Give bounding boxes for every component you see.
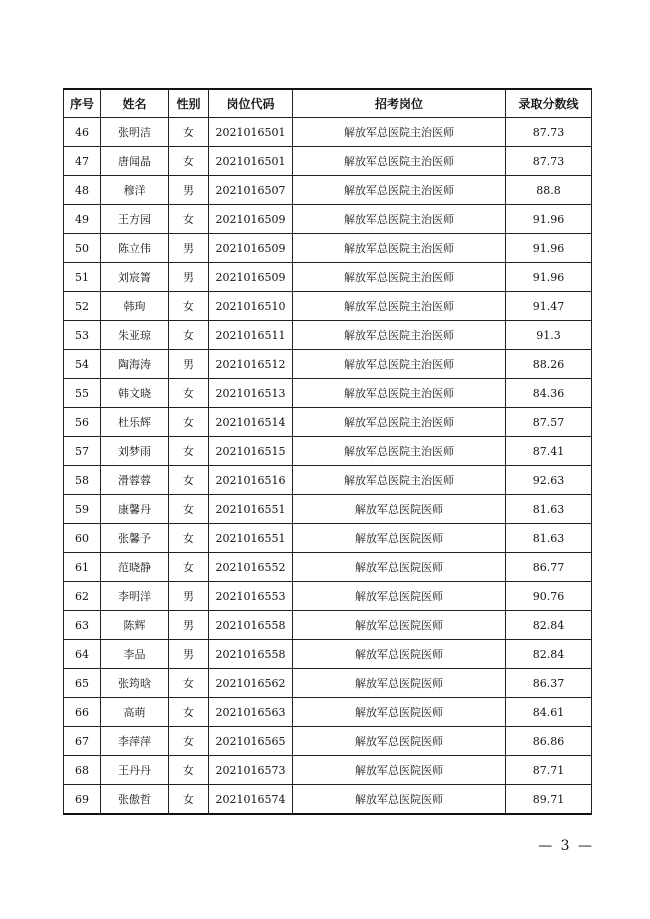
- cell-score: 82.84: [506, 640, 592, 669]
- cell-gender: 女: [169, 698, 209, 727]
- cell-name: 张傲哲: [101, 785, 169, 815]
- admission-table: [63, 88, 592, 815]
- header-score: 录取分数线: [506, 89, 592, 118]
- cell-name: 陶海涛: [101, 350, 169, 379]
- table-row: [64, 611, 592, 640]
- cell-name: 范晓静: [101, 553, 169, 582]
- table-row: [64, 582, 592, 611]
- cell-name: 高萌: [101, 698, 169, 727]
- table-row: [64, 147, 592, 176]
- cell-position-code: 2021016514: [209, 408, 293, 437]
- cell-name: 穆洋: [101, 176, 169, 205]
- cell-serial: 52: [64, 292, 101, 321]
- cell-position-code: 2021016563: [209, 698, 293, 727]
- cell-name: 李品: [101, 640, 169, 669]
- cell-serial: 56: [64, 408, 101, 437]
- table-row: [64, 524, 592, 553]
- table-row: [64, 263, 592, 292]
- cell-position-code: 2021016553: [209, 582, 293, 611]
- cell-score: 91.96: [506, 205, 592, 234]
- cell-name: 王丹丹: [101, 756, 169, 785]
- cell-serial: 63: [64, 611, 101, 640]
- cell-serial: 47: [64, 147, 101, 176]
- cell-position: 解放军总医院主治医师: [293, 379, 506, 408]
- cell-name: 滑蓉蓉: [101, 466, 169, 495]
- cell-position-code: 2021016574: [209, 785, 293, 815]
- cell-gender: 女: [169, 147, 209, 176]
- cell-gender: 女: [169, 669, 209, 698]
- cell-position-code: 2021016509: [209, 263, 293, 292]
- cell-position-code: 2021016565: [209, 727, 293, 756]
- cell-position-code: 2021016558: [209, 611, 293, 640]
- cell-position: 解放军总医院医师: [293, 756, 506, 785]
- cell-name: 张筠晗: [101, 669, 169, 698]
- table-row: [64, 698, 592, 727]
- cell-gender: 女: [169, 466, 209, 495]
- cell-name: 李明洋: [101, 582, 169, 611]
- cell-position: 解放军总医院医师: [293, 582, 506, 611]
- cell-position: 解放军总医院医师: [293, 553, 506, 582]
- header-serial: 序号: [64, 89, 101, 118]
- cell-position: 解放军总医院医师: [293, 495, 506, 524]
- cell-position-code: 2021016562: [209, 669, 293, 698]
- cell-serial: 54: [64, 350, 101, 379]
- cell-position: 解放军总医院主治医师: [293, 118, 506, 147]
- cell-serial: 51: [64, 263, 101, 292]
- cell-name: 刘宸箐: [101, 263, 169, 292]
- cell-gender: 男: [169, 582, 209, 611]
- cell-score: 88.26: [506, 350, 592, 379]
- cell-position-code: 2021016513: [209, 379, 293, 408]
- cell-score: 82.84: [506, 611, 592, 640]
- table-row: [64, 205, 592, 234]
- cell-position-code: 2021016551: [209, 495, 293, 524]
- cell-position: 解放军总医院医师: [293, 611, 506, 640]
- table-row: [64, 234, 592, 263]
- cell-position-code: 2021016558: [209, 640, 293, 669]
- cell-serial: 64: [64, 640, 101, 669]
- cell-score: 86.37: [506, 669, 592, 698]
- cell-position-code: 2021016507: [209, 176, 293, 205]
- cell-gender: 女: [169, 321, 209, 350]
- cell-score: 91.47: [506, 292, 592, 321]
- cell-name: 唐闻晶: [101, 147, 169, 176]
- cell-gender: 男: [169, 350, 209, 379]
- cell-gender: 女: [169, 292, 209, 321]
- table-row: [64, 321, 592, 350]
- cell-name: 李萍萍: [101, 727, 169, 756]
- cell-position-code: 2021016501: [209, 118, 293, 147]
- cell-gender: 女: [169, 495, 209, 524]
- table-row: [64, 379, 592, 408]
- cell-serial: 59: [64, 495, 101, 524]
- cell-position: 解放军总医院医师: [293, 669, 506, 698]
- cell-position: 解放军总医院主治医师: [293, 147, 506, 176]
- cell-position-code: 2021016516: [209, 466, 293, 495]
- cell-gender: 女: [169, 379, 209, 408]
- cell-score: 86.77: [506, 553, 592, 582]
- cell-score: 88.8: [506, 176, 592, 205]
- cell-gender: 男: [169, 640, 209, 669]
- cell-name: 刘梦雨: [101, 437, 169, 466]
- cell-name: 王方园: [101, 205, 169, 234]
- cell-position-code: 2021016551: [209, 524, 293, 553]
- cell-score: 81.63: [506, 524, 592, 553]
- cell-name: 韩珣: [101, 292, 169, 321]
- cell-serial: 62: [64, 582, 101, 611]
- cell-serial: 61: [64, 553, 101, 582]
- cell-name: 张明洁: [101, 118, 169, 147]
- cell-name: 杜乐辉: [101, 408, 169, 437]
- cell-position: 解放军总医院主治医师: [293, 437, 506, 466]
- cell-position: 解放军总医院主治医师: [293, 176, 506, 205]
- cell-position: 解放军总医院主治医师: [293, 234, 506, 263]
- cell-score: 87.73: [506, 118, 592, 147]
- table-row: [64, 118, 592, 147]
- cell-position: 解放军总医院医师: [293, 727, 506, 756]
- cell-gender: 女: [169, 408, 209, 437]
- cell-position-code: 2021016509: [209, 234, 293, 263]
- cell-name: 陈立伟: [101, 234, 169, 263]
- table-row: [64, 727, 592, 756]
- cell-position-code: 2021016511: [209, 321, 293, 350]
- table-row: [64, 785, 592, 815]
- cell-score: 87.73: [506, 147, 592, 176]
- cell-gender: 女: [169, 524, 209, 553]
- cell-position: 解放军总医院主治医师: [293, 292, 506, 321]
- cell-score: 89.71: [506, 785, 592, 815]
- cell-name: 陈辉: [101, 611, 169, 640]
- table-row: [64, 292, 592, 321]
- cell-gender: 女: [169, 756, 209, 785]
- table-row: [64, 176, 592, 205]
- cell-score: 92.63: [506, 466, 592, 495]
- cell-position-code: 2021016512: [209, 350, 293, 379]
- cell-gender: 女: [169, 785, 209, 815]
- cell-gender: 男: [169, 234, 209, 263]
- cell-score: 87.57: [506, 408, 592, 437]
- cell-score: 87.41: [506, 437, 592, 466]
- cell-position: 解放军总医院医师: [293, 640, 506, 669]
- cell-position: 解放军总医院医师: [293, 785, 506, 815]
- cell-name: 康馨丹: [101, 495, 169, 524]
- cell-score: 91.96: [506, 234, 592, 263]
- cell-score: 91.96: [506, 263, 592, 292]
- cell-score: 87.71: [506, 756, 592, 785]
- cell-name: 张馨予: [101, 524, 169, 553]
- cell-score: 81.63: [506, 495, 592, 524]
- cell-position-code: 2021016501: [209, 147, 293, 176]
- cell-serial: 57: [64, 437, 101, 466]
- cell-position: 解放军总医院主治医师: [293, 350, 506, 379]
- cell-position: 解放军总医院医师: [293, 698, 506, 727]
- table-row: [64, 669, 592, 698]
- header-position-code: 岗位代码: [209, 89, 293, 118]
- table-row: [64, 350, 592, 379]
- cell-position-code: 2021016552: [209, 553, 293, 582]
- cell-gender: 男: [169, 611, 209, 640]
- header-position: 招考岗位: [293, 89, 506, 118]
- cell-position-code: 2021016573: [209, 756, 293, 785]
- cell-serial: 50: [64, 234, 101, 263]
- page-number: — 3 —: [538, 838, 594, 854]
- cell-serial: 53: [64, 321, 101, 350]
- cell-score: 90.76: [506, 582, 592, 611]
- cell-gender: 女: [169, 205, 209, 234]
- table-header-row: [64, 89, 592, 118]
- cell-gender: 男: [169, 263, 209, 292]
- cell-position: 解放军总医院医师: [293, 524, 506, 553]
- table-row: [64, 495, 592, 524]
- cell-position: 解放军总医院主治医师: [293, 466, 506, 495]
- cell-score: 86.86: [506, 727, 592, 756]
- cell-serial: 69: [64, 785, 101, 815]
- cell-serial: 58: [64, 466, 101, 495]
- cell-name: 韩文晓: [101, 379, 169, 408]
- cell-score: 84.36: [506, 379, 592, 408]
- header-name: 姓名: [101, 89, 169, 118]
- cell-gender: 女: [169, 437, 209, 466]
- cell-serial: 48: [64, 176, 101, 205]
- cell-serial: 55: [64, 379, 101, 408]
- cell-position-code: 2021016515: [209, 437, 293, 466]
- cell-serial: 67: [64, 727, 101, 756]
- cell-gender: 女: [169, 553, 209, 582]
- cell-position: 解放军总医院主治医师: [293, 408, 506, 437]
- cell-name: 朱亚琼: [101, 321, 169, 350]
- cell-serial: 49: [64, 205, 101, 234]
- table-row: [64, 553, 592, 582]
- cell-position-code: 2021016509: [209, 205, 293, 234]
- cell-position: 解放军总医院主治医师: [293, 321, 506, 350]
- table-row: [64, 756, 592, 785]
- cell-position: 解放军总医院主治医师: [293, 263, 506, 292]
- cell-score: 91.3: [506, 321, 592, 350]
- table-row: [64, 437, 592, 466]
- cell-gender: 男: [169, 176, 209, 205]
- cell-serial: 68: [64, 756, 101, 785]
- cell-position-code: 2021016510: [209, 292, 293, 321]
- cell-serial: 60: [64, 524, 101, 553]
- cell-serial: 66: [64, 698, 101, 727]
- header-gender: 性别: [169, 89, 209, 118]
- cell-gender: 女: [169, 118, 209, 147]
- cell-gender: 女: [169, 727, 209, 756]
- cell-score: 84.61: [506, 698, 592, 727]
- table-row: [64, 466, 592, 495]
- cell-position: 解放军总医院主治医师: [293, 205, 506, 234]
- table-row: [64, 640, 592, 669]
- table-row: [64, 408, 592, 437]
- cell-serial: 65: [64, 669, 101, 698]
- cell-serial: 46: [64, 118, 101, 147]
